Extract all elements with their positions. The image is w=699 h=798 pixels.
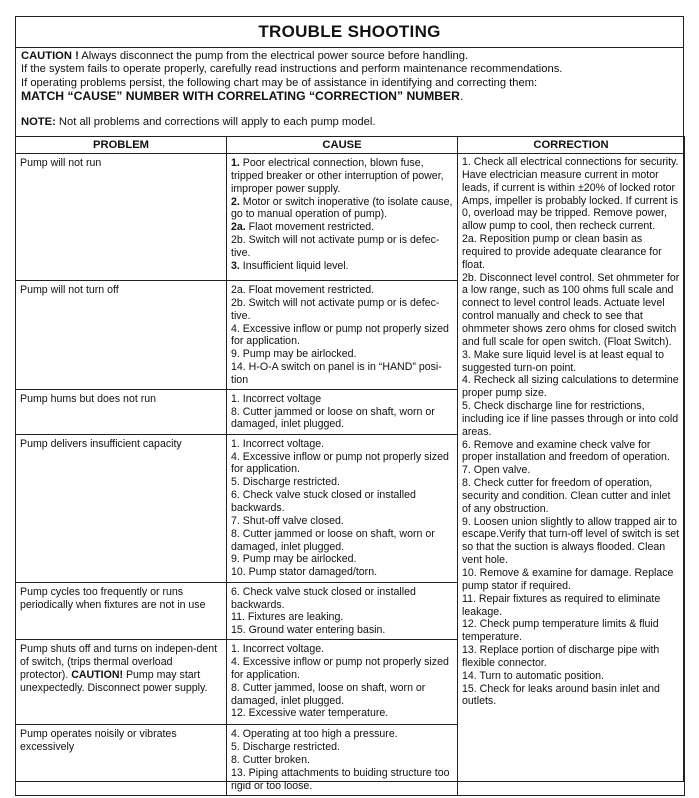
cause-text: Check valve stuck closed or installed backwards.: [231, 489, 416, 514]
cause-item: [231, 566, 454, 579]
cause-number: 3.: [231, 259, 240, 272]
correction-item: 1. Check all electrical connections for security. Have electrician measure current in motor leads, if current is within ±20% of locked rotor Amps, impeller is probably locked. If current is 0, overload may be tripped. Remove power, allow pump to cool, then recheck current.: [462, 156, 679, 233]
cause-text: Cutter jammed or loose on shaft, worn or damaged, inlet plugged.: [231, 405, 435, 431]
cause-text: Excessive water temperature.: [245, 707, 389, 720]
problem-text: Pump operates noisily or vibrates excessively: [20, 728, 177, 753]
cause-cell: [227, 725, 458, 796]
cause-item: [231, 656, 454, 682]
cause-item: [231, 406, 454, 432]
cause-item: [231, 682, 454, 708]
correction-item: 4. Recheck all sizing calculations to determine proper pump size.: [462, 374, 679, 400]
cause-item: [231, 323, 454, 349]
cause-number: 10.: [231, 566, 246, 579]
cause-number: 6.: [231, 585, 240, 598]
cause-item: [231, 754, 454, 767]
header-correction: CORRECTION: [458, 137, 685, 154]
problem-cell: [16, 154, 227, 281]
problem-cell: [16, 640, 227, 725]
intro-block: [16, 48, 683, 135]
correction-item: 7. Open valve.: [462, 464, 531, 477]
problem-cell: [16, 434, 227, 582]
cause-item: [231, 438, 454, 451]
cause-number: 5.: [231, 476, 240, 489]
cause-item: [231, 393, 454, 406]
cause-number: 8.: [231, 405, 240, 418]
cause-item: [231, 196, 454, 222]
cause-cell: [227, 389, 458, 434]
cause-number: 8.: [231, 681, 240, 694]
cause-number: 1.: [231, 392, 240, 405]
trouble-shooting-sheet: [15, 16, 684, 792]
problem-cell: [16, 389, 227, 434]
problem-text: Pump shuts off and turns on indepen-dent of switch, (trips thermal overload protector).: [20, 643, 218, 681]
cause-text: Flaot movement restricted.: [245, 221, 375, 234]
cause-number: 5.: [231, 740, 240, 753]
cause-item: [231, 586, 454, 612]
cause-text: Excessive inflow or pump not properly sized for application.: [231, 322, 449, 348]
cause-item: [231, 284, 454, 297]
cause-number: 4.: [231, 450, 240, 463]
cause-number: 14.: [231, 361, 246, 374]
caution-line: [21, 50, 678, 63]
cause-item: [231, 476, 454, 489]
cause-text: Incorrect voltage: [239, 392, 322, 405]
cause-number: 15.: [231, 624, 246, 637]
correction-item: 13. Replace portion of discharge pipe with flexible connector.: [462, 644, 660, 669]
cause-item: [231, 553, 454, 566]
problem-cell: [16, 582, 227, 639]
cause-text: Incorrect voltage.: [239, 437, 325, 450]
correction-item: 12. Check pump temperature limits & fluid temperature.: [462, 618, 659, 644]
cause-item: [231, 489, 454, 515]
cause-item: [231, 528, 454, 554]
cause-number: 13.: [231, 766, 246, 779]
correction-item: 5. Check discharge line for restrictions, including ice if line passes through or into cold areas.: [462, 400, 679, 438]
cause-text: Discharge restricted.: [239, 740, 340, 753]
cause-item: [231, 157, 454, 196]
correction-item: 15. Check for leaks around basin inlet and outlets.: [462, 682, 660, 708]
cause-number: 11.: [231, 611, 245, 624]
cause-number: 12.: [231, 707, 246, 720]
correction-item: 14. Turn to automatic position.: [462, 669, 604, 682]
cause-item: [231, 451, 454, 477]
cause-text: Incorrect voltage.: [239, 643, 325, 656]
page-title: TROUBLE SHOOTING: [16, 17, 683, 48]
cause-cell: [227, 582, 458, 639]
cause-item: [231, 234, 454, 260]
cause-text: Float movement restricted.: [245, 284, 375, 296]
problem-text: Pump delivers insufficient capacity: [20, 437, 182, 450]
correction-item: 11. Repair fixtures as required to eliminate leakage.: [462, 592, 661, 618]
note-label: NOTE:: [21, 115, 56, 128]
correction-item: 6. Remove and examine check valve for proper installation and freedom of operation.: [462, 438, 670, 464]
cause-text: Cutter jammed, loose on shaft, worn or damaged, inlet plugged.: [231, 681, 426, 707]
cause-number: 4.: [231, 322, 240, 335]
cause-text: Fixtures are leaking.: [244, 611, 344, 624]
match-text: MATCH “CAUSE” NUMBER WITH CORRELATING “CORRECTION” NUMBER: [21, 89, 460, 104]
correction-item: 2b. Disconnect level control. Set ohmmeter for a low range, such as 100 ohms full scale and connect to level control leads. Actuate level control manually and check to see that ohmmeter shows zero ohms for closed switch and full scale for open switch. (Float Switch).: [462, 271, 680, 348]
cause-text: Shut-off valve closed.: [239, 514, 344, 527]
cause-text: Operating at too high a pressure.: [239, 728, 398, 741]
cause-number: 4.: [231, 655, 240, 668]
trouble-table: [15, 136, 685, 796]
correction-item: 9. Loosen union slightly to allow trapped air to escape.Verify that turn-off level of switch is set so that the suction is always flooded. Clean vent hole.: [462, 515, 680, 567]
cause-item: [231, 260, 454, 273]
cause-text: Pump may be airlocked.: [239, 348, 357, 361]
cause-text: Poor electrical connection, blown fuse, tripped breaker or other interruption of power, improper power supply.: [231, 157, 444, 195]
cause-item: [231, 348, 454, 361]
cause-item: [231, 643, 454, 656]
cause-cell: [227, 434, 458, 582]
cause-text: Pump may be airlocked.: [239, 553, 357, 566]
problem-text: Pump may start unexpectedly. Disconnect power supply.: [20, 668, 208, 694]
cause-text: Motor or switch inoperative (to isolate cause, go to manual operation of pump).: [231, 195, 453, 221]
cause-number: 9.: [231, 348, 240, 361]
problem-text: Pump cycles too frequently or runs periodically when fixtures are not in use: [20, 585, 206, 611]
cause-cell: [227, 281, 458, 390]
cause-text: Discharge restricted.: [239, 476, 340, 489]
cause-number: 8.: [231, 753, 240, 766]
problem-caution: CAUTION!: [71, 668, 124, 681]
cause-number: 7.: [231, 514, 240, 527]
caution-text: Always disconnect the pump from the electrical power source before handling.: [78, 50, 469, 62]
correction-item: 8. Check cutter for freedom of operation, security and condition. Clean cutter and inlet of any obstruction.: [462, 477, 671, 515]
table-header-row: [16, 137, 685, 154]
cause-item: [231, 728, 454, 741]
cause-number: 1.: [231, 643, 240, 656]
cause-item: [231, 221, 454, 234]
cause-item: [231, 707, 454, 720]
cause-item: [231, 611, 454, 624]
cause-item: [231, 515, 454, 528]
match-end: .: [459, 89, 464, 104]
cause-text: H-O-A switch on panel is in “HAND” posi-tion: [231, 361, 442, 386]
cause-number: 9.: [231, 553, 240, 566]
cause-text: Pump stator damaged/torn.: [245, 566, 378, 579]
cause-item: [231, 361, 454, 387]
cause-text: Switch will not activate pump or is defec-tive.: [231, 234, 440, 259]
cause-number: 1.: [231, 157, 240, 169]
problem-cell: [16, 281, 227, 390]
cause-item: [231, 741, 454, 754]
header-cause: CAUSE: [227, 137, 458, 154]
correction-item: 10. Remove & examine for damage. Replace pump stator if required.: [462, 567, 674, 592]
cause-text: Insufficient liquid level.: [239, 259, 349, 272]
match-instruction: [21, 90, 678, 103]
header-problem: PROBLEM: [16, 137, 227, 154]
cause-text: Ground water entering basin.: [245, 624, 386, 637]
table-row: [16, 154, 685, 281]
cause-number: 4.: [231, 728, 240, 741]
problem-text: Pump will not turn off: [20, 284, 119, 296]
cause-text: Check valve stuck closed or installed backwards.: [231, 585, 416, 611]
cause-item: [231, 767, 454, 793]
cause-text: Excessive inflow or pump not properly sized for application.: [231, 655, 449, 681]
cause-number: 1.: [231, 437, 240, 450]
cause-item: [231, 297, 454, 323]
cause-text: Cutter broken.: [239, 753, 310, 766]
correction-item: 2a. Reposition pump or clean basin as required to provide adequate clearance for float.: [462, 233, 662, 271]
cause-number: 2a.: [231, 221, 246, 234]
cause-number: 2b.: [231, 296, 246, 309]
assistance-line: If operating problems persist, the following chart may be of assistance in identifying and correcting them:: [21, 76, 538, 89]
note-line: [21, 116, 678, 129]
instructions-line: If the system fails to operate properly, carefully read instructions and perform maintenance recommendations.: [21, 63, 563, 76]
cause-number: 2a.: [231, 284, 246, 296]
caution-label: CAUTION !: [21, 50, 79, 62]
correction-item: 3. Make sure liquid level is at least equal to suggested turn-on point.: [462, 348, 664, 374]
note-text: Not all problems and corrections will apply to each pump model.: [55, 115, 376, 128]
problem-text: Pump will not run: [20, 157, 102, 169]
cause-number: 2b.: [231, 234, 246, 247]
cause-cell: [227, 154, 458, 281]
cause-text: Switch will not activate pump or is defec-tive.: [231, 296, 440, 322]
cause-number: 8.: [231, 527, 240, 540]
cause-number: 2.: [231, 195, 240, 208]
cause-text: Excessive inflow or pump not properly sized for application.: [231, 450, 449, 476]
cause-text: Piping attachments to buiding structure too rigid or too loose.: [231, 766, 450, 792]
cause-cell: [227, 640, 458, 725]
cause-number: 6.: [231, 489, 240, 502]
correction-cell: [458, 154, 685, 796]
problem-text: Pump hums but does not run: [20, 392, 157, 405]
cause-text: Cutter jammed or loose on shaft, worn or damaged, inlet plugged.: [231, 527, 435, 553]
problem-cell: [16, 725, 227, 796]
cause-item: [231, 624, 454, 637]
